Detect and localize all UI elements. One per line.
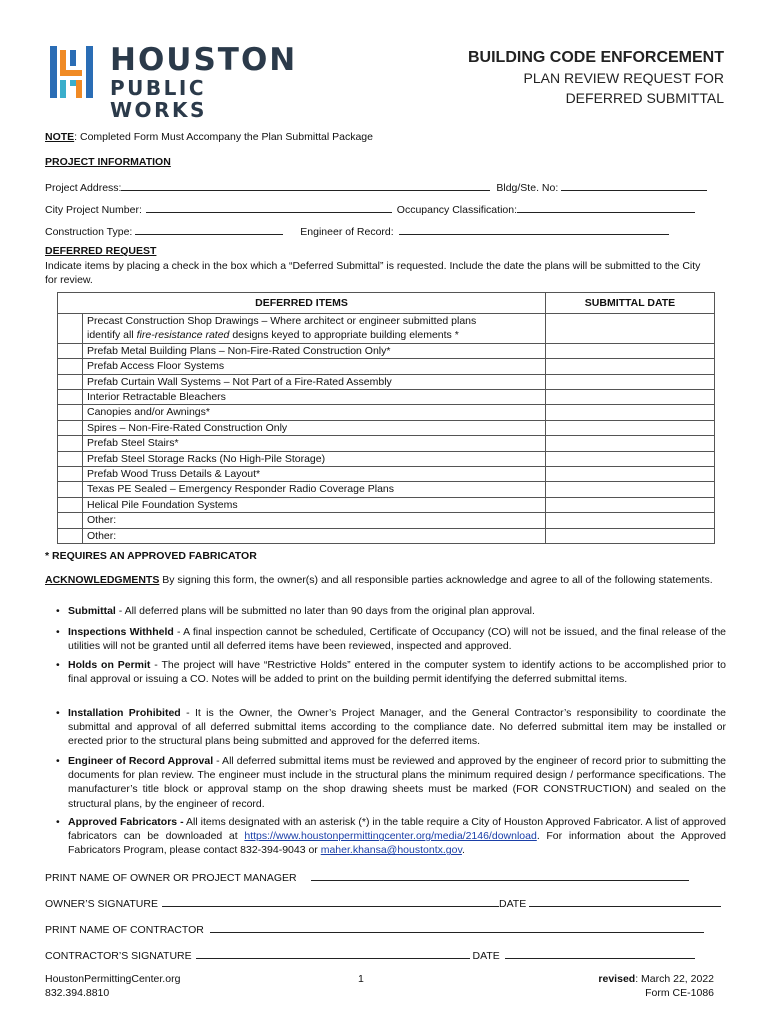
item-label: Other: [83, 513, 546, 528]
city-project-field[interactable] [146, 201, 392, 213]
item-date-field[interactable] [546, 420, 715, 435]
item-label: Precast Construction Shop Drawings – Where architect or engineer submitted plans identify all fire-resistance rated designs keyed to appropriate building elements * [83, 314, 546, 344]
ack-bullet: • Engineer of Record Approval - All deferred submittal items must be reviewed and approved by the engineer of record prior to submitting the documents for plan review. The engineer must include in the structural plans the minimum required design / performance specifications. The manufacturer’s title block or approval stamp on the shop drawing sheets must be marked (FOR CONSTRUCTION) and sealed on the structural plans, by the engineer of record. [56, 755, 726, 810]
item-date-field[interactable] [546, 359, 715, 374]
owner-signature-field[interactable] [162, 895, 499, 907]
footer-left [45, 972, 180, 1000]
city-row [45, 201, 695, 216]
contractor-signature-label: CONTRACTOR’S SIGNATURE [45, 950, 192, 962]
owner-signature-label: OWNER’S SIGNATURE [45, 898, 158, 910]
table-row [58, 374, 715, 389]
bldg-label: Bldg/Ste. No: [496, 182, 559, 194]
item-label: Prefab Metal Building Plans – Non-Fire-Rated Construction Only* [83, 343, 546, 358]
item-date-field[interactable] [546, 374, 715, 389]
ack-bullet: • Installation Prohibited - It is the Owner, the Owner’s Project Manager, and the General Contractor’s responsibility to coordinate the submittal and approval of all deferred submittal items according to the compliance date. No deferred submittal item may be installed or erected prior to the structural plans being submitted and approved for the deferred items. [56, 707, 726, 748]
note-text: : Completed Form Must Accompany the Plan Submittal Package [74, 131, 373, 143]
item-label: Spires – Non-Fire-Rated Construction Only [83, 420, 546, 435]
item-label: Helical Pile Foundation Systems [83, 497, 546, 512]
col-deferred-items: DEFERRED ITEMS [58, 293, 546, 314]
item-date-field[interactable] [546, 314, 715, 344]
contractor-signature-field[interactable] [196, 947, 470, 959]
table-row [58, 528, 715, 543]
item-checkbox[interactable] [58, 420, 83, 435]
item-checkbox[interactable] [58, 528, 83, 543]
ack-intro-text: By signing this form, the owner(s) and all responsible parties acknowledge and agree to all of the following statements. [159, 574, 713, 586]
ack-bullet: • Holds on Permit - The project will have “Restrictive Holds” entered in the computer system to identify actions to be accomplished prior to final approval or issuing a CO. Notes will be added to print on the building permit identifying the deferred submittal items. [56, 659, 726, 686]
table-row [58, 482, 715, 497]
owner-signature-row [45, 895, 721, 910]
construction-type-label: Construction Type: [45, 226, 133, 238]
item-label: Prefab Curtain Wall Systems – Not Part of a Fire-Rated Assembly [83, 374, 546, 389]
footer-right [598, 972, 714, 1000]
ack-bullet-text: - The project will have “Restrictive Holds” entered in the computer system to identify actions to be accomplished prior to final approval or issuing a CO. Notes will be added to print on the building permit identifying the deferred submittal items. [68, 659, 726, 686]
footer-form-number: Form CE-1086 [645, 987, 714, 999]
table-row [58, 314, 715, 344]
item-checkbox[interactable] [58, 359, 83, 374]
ack-bullet-title: Holds on Permit [68, 659, 151, 671]
item-checkbox[interactable] [58, 314, 83, 344]
table-row [58, 451, 715, 466]
header-subtitle-1: PLAN REVIEW REQUEST FOR [523, 70, 724, 86]
item-checkbox[interactable] [58, 497, 83, 512]
table-row [58, 420, 715, 435]
engineer-field[interactable] [399, 223, 669, 235]
ack-bullet-title: Installation Prohibited [68, 707, 181, 719]
page-number: 1 [358, 973, 364, 985]
occupancy-label: Occupancy Classification: [396, 204, 517, 216]
item-label: Prefab Access Floor Systems [83, 359, 546, 374]
ack-bullet-title: Engineer of Record Approval [68, 755, 214, 767]
item-date-field[interactable] [546, 528, 715, 543]
ack-bullet-text: - It is the Owner, the Owner’s Project Manager, and the General Contractor’s responsibility to coordinate the submittal and approval of all deferred submittal items according to the compliance date. No deferred submittal item may be installed or erected prior to the structural plans being submitted and approved for the deferred items. [68, 707, 726, 748]
fabricator-footnote: * REQUIRES AN APPROVED FABRICATOR [45, 550, 257, 562]
item-checkbox[interactable] [58, 513, 83, 528]
item-checkbox[interactable] [58, 482, 83, 497]
ack-bullet-title: Inspections Withheld [68, 626, 174, 638]
engineer-label: Engineer of Record: [300, 226, 394, 238]
table-row [58, 436, 715, 451]
note-label: NOTE [45, 131, 75, 143]
item-label: Interior Retractable Bleachers [83, 390, 546, 405]
item-date-field[interactable] [546, 343, 715, 358]
header-subtitle-2: DEFERRED SUBMITTAL [565, 90, 724, 106]
contractor-date-label: DATE [469, 950, 500, 962]
item-label: Other: [83, 528, 546, 543]
owner-date-label: DATE [498, 898, 527, 910]
note-line [45, 131, 373, 143]
logo-subtitle: PUBLIC WORKS [110, 76, 207, 122]
project-info-heading: PROJECT INFORMATION [45, 156, 171, 168]
ack-bullet: • Submittal - All deferred plans will be submitted no later than 90 days from the original plan approval. [56, 605, 535, 617]
bldg-field[interactable] [561, 179, 707, 191]
item-label: Prefab Steel Stairs* [83, 436, 546, 451]
table-row [58, 467, 715, 482]
table-row [58, 390, 715, 405]
item-label: Prefab Steel Storage Racks (No High-Pile Storage) [83, 451, 546, 466]
logo-title: HOUSTON [110, 42, 298, 78]
owner-name-field[interactable] [311, 869, 689, 881]
item-date-field[interactable] [546, 390, 715, 405]
ack-bullet-fabricators: • Approved Fabricators - All items designated with an asterisk (*) in the table require a City of Houston Approved Fabricator. A list of approved fabricators can be downloaded at https://www.houstonpermittingcenter.org/media/2146/download. For information about the Approved Fabricators Program, please contact 832-394-9043 or maher.khansa@houstontx.gov. [56, 816, 727, 857]
contractor-name-field[interactable] [210, 921, 704, 933]
item-label: Prefab Wood Truss Details & Layout* [83, 467, 546, 482]
item-date-field[interactable] [546, 513, 715, 528]
owner-name-label: PRINT NAME OF OWNER OR PROJECT MANAGER [45, 872, 297, 884]
item-date-field[interactable] [546, 467, 715, 482]
table-row [58, 359, 715, 374]
item-checkbox[interactable] [58, 390, 83, 405]
fabricators-download-link[interactable]: https://www.houstonpermittingcenter.org/media/2146/download [244, 830, 537, 843]
owner-date-field[interactable] [529, 895, 721, 907]
item-checkbox[interactable] [58, 436, 83, 451]
table-row [58, 513, 715, 528]
project-address-label: Project Address: [45, 182, 122, 194]
footer-phone: 832.394.8810 [45, 987, 110, 999]
city-project-label: City Project Number: [45, 204, 142, 216]
ack-bullet: • Inspections Withheld - A final inspection cannot be scheduled, Certificate of Occupancy (CO) will not be issued, and the final release of the utilities will not be granted until all deferred items have been reviewed, inspected and approved. [56, 626, 726, 653]
contractor-signature-row [45, 947, 695, 962]
item-checkbox[interactable] [58, 451, 83, 466]
header-title: BUILDING CODE ENFORCEMENT [468, 49, 724, 66]
item-date-field[interactable] [546, 482, 715, 497]
contractor-name-row [45, 921, 704, 936]
item-checkbox[interactable] [58, 467, 83, 482]
item-date-field[interactable] [546, 405, 715, 420]
item-label: Texas PE Sealed – Emergency Responder Radio Coverage Plans [83, 482, 546, 497]
footer-revised: revised: March 22, 2022 [598, 973, 714, 985]
item-date-field[interactable] [546, 451, 715, 466]
ack-heading: ACKNOWLEDGMENTS [45, 574, 160, 586]
item-checkbox[interactable] [58, 343, 83, 358]
table-row [58, 405, 715, 420]
houston-public-works-logo [50, 42, 310, 122]
occupancy-field[interactable] [517, 201, 695, 213]
deferred-items-table [57, 292, 715, 544]
logo-mark-icon [50, 44, 102, 100]
item-checkbox[interactable] [58, 374, 83, 389]
item-label: Canopies and/or Awnings* [83, 405, 546, 420]
item-date-field[interactable] [546, 436, 715, 451]
construction-row [45, 223, 669, 238]
contractor-name-label: PRINT NAME OF CONTRACTOR [45, 924, 204, 936]
ack-bullet-title: Submittal [68, 605, 116, 617]
col-submittal-date: SUBMITTAL DATE [546, 293, 715, 314]
contractor-date-field[interactable] [505, 947, 695, 959]
deferred-instructions: Indicate items by placing a check in the box which a “Deferred Submittal” is requested. Include the date the plans will be submitted to the City for review. [45, 260, 701, 286]
deferred-heading: DEFERRED REQUEST [45, 245, 157, 257]
construction-type-field[interactable] [135, 223, 283, 235]
table-row [58, 343, 715, 358]
contact-email-link[interactable]: maher.khansa@houstontx.gov [320, 844, 462, 857]
address-row [45, 179, 707, 194]
ack-intro [45, 573, 725, 587]
footer-site: HoustonPermittingCenter.org [45, 973, 181, 985]
ack-bullet-text: - A final inspection cannot be scheduled, Certificate of Occupancy (CO) will not be issued, and the final release of the utilities will not be granted until all deferred items have been reviewed, inspected and approved. [68, 626, 726, 653]
table-row [58, 497, 715, 512]
owner-name-row [45, 869, 689, 884]
ack-bullet-text: - All deferred plans will be submitted no later than 90 days from the original plan approval. [115, 605, 535, 617]
item-checkbox[interactable] [58, 405, 83, 420]
item-date-field[interactable] [546, 497, 715, 512]
project-address-field[interactable] [121, 179, 490, 191]
form-header [468, 48, 724, 108]
ack-bullet-text: - All deferred submittal items must be reviewed and approved by the engineer of record prior to submitting the documents for plan review. The engineer must include in the structural plans the minimum required design / performance specifications. The manufacturer’s title block or approval stamp on the shop drawing sheets must be marked (FOR CONSTRUCTION) and sealed on the structural plans, by the engineer of record. [68, 755, 726, 810]
